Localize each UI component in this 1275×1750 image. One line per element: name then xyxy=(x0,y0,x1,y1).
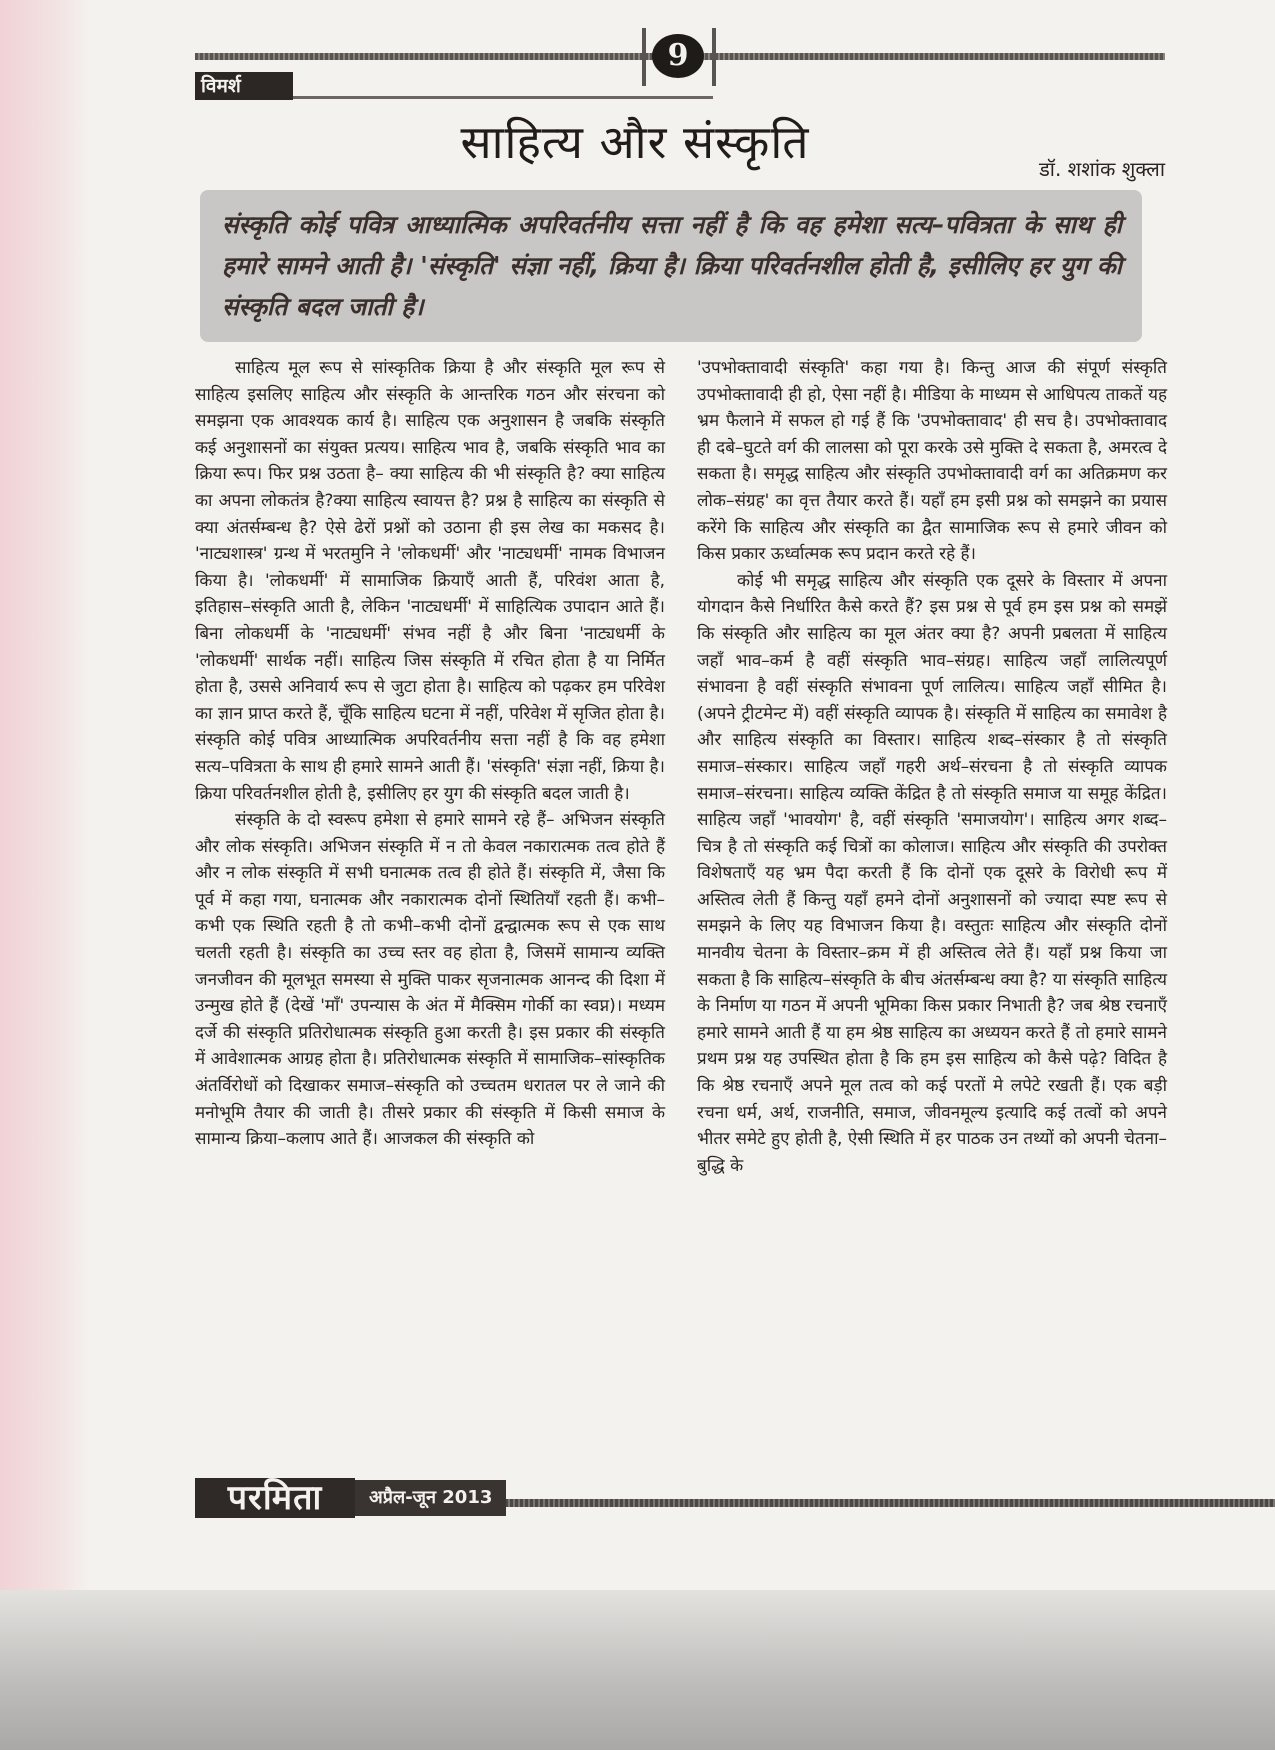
section-rule xyxy=(293,96,713,99)
section-label: विमर्श xyxy=(195,72,293,100)
scan-bottom-shadow xyxy=(0,1590,1275,1750)
page-edge-left xyxy=(0,0,90,1750)
magazine-logo: परमिता xyxy=(195,1478,355,1518)
article-title: साहित्य और संस्कृति xyxy=(460,115,810,169)
body-column-left xyxy=(195,355,665,1153)
issue-date: अप्रैल-जून 2013 xyxy=(355,1480,506,1516)
page-number-badge xyxy=(642,34,716,80)
paragraph: 'उपभोक्तावादी संस्कृति' कहा गया है। किन्तु आज की संपूर्ण संस्कृति उपभोक्तावादी ही हो, ऐसा नहीं है। मीडिया के माध्यम से आधिपत्य ताकतें यह भ्रम फैलाने में सफल हो गई हैं कि 'उपभोक्तावाद' ही सच है। उपभोक्तावाद ही दबे–घुटते वर्ग की लालसा को पूरा करके उसे मुक्ति दे सकता है, अमरत्व दे सकता है। समृद्ध साहित्य और संस्कृति उपभोक्तावादी वर्ग का अतिक्रमण कर लोक–संग्रह' का वृत्त तैयार करते हैं। यहाँ हम इसी प्रश्न को समझने का प्रयास करेंगे कि साहित्य और संस्कृति का द्वैत सामाजिक रूप से हमारे जीवन को किस प्रकार ऊर्ध्वात्मक रूप प्रदान करते रहे हैं। xyxy=(697,358,1167,565)
pull-quote-box xyxy=(200,190,1142,342)
article-author: डॉ. शशांक शुक्ला xyxy=(1039,157,1165,181)
paragraph: कोई भी समृद्ध साहित्य और संस्कृति एक दूसरे के विस्तार में अपना योगदान कैसे निर्धारित कैसे करते हैं? इस प्रश्न से पूर्व हम इस प्रश्न को समझें कि संस्कृति और साहित्य का मूल अंतर क्या है? अपनी प्रबलता में साहित्य जहाँ भाव–कर्म है वहीं संस्कृति भाव–संग्रह। साहित्य जहाँ लालित्यपूर्ण संभावना है वहीं संस्कृति संभावना पूर्ण लालित्य। साहित्य जहाँ सीमित है। (अपने ट्रीटमेन्ट में) वहीं संस्कृति व्यापक है। संस्कृति में साहित्य का समावेश है और साहित्य संस्कृति का विस्तार। साहित्य शब्द–संस्कार है तो संस्कृति समाज–संस्कार। साहित्य जहाँ गहरी अर्थ–संरचना है तो संस्कृति व्यापक समाज–संरचना। साहित्य व्यक्ति केंद्रित है तो संस्कृति समाज या समूह केंद्रित। साहित्य जहाँ 'भावयोग' है, वहीं संस्कृति 'समाजयोग'। साहित्य अगर शब्द–चित्र है तो संस्कृति कई चित्रों का कोलाज। साहित्य और संस्कृति की उपरोक्त विशेषताएँ यह भ्रम पैदा करती हैं कि दोनों एक दूसरे के विरोधी रूप में अस्तित्व लेती हैं किन्तु यहाँ हमने दोनों अनुशासनों को ज्यादा स्पष्ट रूप से समझने के लिए यह विभाजन किया है। वस्तुतः साहित्य और संस्कृति दोनों मानवीय चेतना के विस्तार–क्रम में ही अस्तित्व लेते हैं। यहाँ प्रश्न किया जा सकता है कि साहित्य–संस्कृति के बीच अंतर्सम्बन्ध क्या है? या संस्कृति साहित्य के निर्माण या गठन में अपनी भूमिका किस प्रकार निभाती है? जब श्रेष्ठ रचनाएँ हमारे सामने आती हैं या हम श्रेष्ठ साहित्य का अध्ययन करते हैं तो हमारे सामने प्रथम प्रश्न यह उपस्थित होता है कि हम इस साहित्य को कैसे पढ़े? विदित है कि श्रेष्ठ रचनाएँ अपने मूल तत्व को कई परतों मे लपेटे रखती हैं। एक बड़ी रचना धर्म, अर्थ, राजनीति, समाज, जीवनमूल्य इत्यादि कई तत्वों को अपने भीतर समेटे हुए होती है, ऐसी स्थिति में हर पाठक उन तथ्यों को अपनी चेतना–बुद्धि के xyxy=(697,570,1168,1176)
paragraph: संस्कृति के दो स्वरूप हमेशा से हमारे सामने रहे हैं– अभिजन संस्कृति और लोक संस्कृति। अभिजन संस्कृति में न तो केवल नकारात्मक तत्व होते हैं और न लोक संस्कृति में सभी घनात्मक तत्व ही होते हैं। संस्कृति में, जैसा कि पूर्व में कहा गया, घनात्मक और नकारात्मक दोनों स्थितियाँ रहती हैं। कभी–कभी एक स्थिति रहती है तो कभी–कभी दोनों द्वन्द्वात्मक रूप से एक साथ चलती रहती है। संस्कृति का उच्च स्तर वह होता है, जिसमें सामान्य व्यक्ति जनजीवन की मूलभूत समस्या से मुक्ति पाकर सृजनात्मक आनन्द की दिशा में उन्मुख होते हैं (देखें 'माँ' उपन्यास के अंत में मैक्सिम गोर्की का स्वप्न)। मध्यम दर्जे की संस्कृति प्रतिरोधात्मक संस्कृति हुआ करती है। इस प्रकार की संस्कृति में आवेशात्मक आग्रह होता है। प्रतिरोधात्मक संस्कृति में सामाजिक–सांस्कृतिक अंतर्विरोधों को दिखाकर समाज–संस्कृति को उच्चतम धरातल पर ले जाने की मनोभूमि तैयार की जाती है। तीसरे प्रकार की संस्कृति में किसी समाज के सामान्य क्रिया–कलाप आते हैं। आजकल की संस्कृति को xyxy=(195,810,665,1150)
page-number: 9 xyxy=(652,34,704,78)
paragraph: साहित्य मूल रूप से सांस्कृतिक क्रिया है और संस्कृति मूल रूप से साहित्य इसलिए साहित्य और संस्कृति के आन्तरिक गठन और संरचना को समझना एक आवश्यक कार्य है। साहित्य एक अनुशासन है जबकि संस्कृति कई अनुशासनों का संयुक्त प्रत्यय। साहित्य भाव है, जबकि संस्कृति भाव का क्रिया रूप। फिर प्रश्न उठता है– क्या साहित्य की भी संस्कृति है? क्या साहित्य का अपना लोकतंत्र है?क्या साहित्य स्वायत्त है? प्रश्न है साहित्य का संस्कृति से क्या अंतर्सम्बन्ध है? ऐसे ढेरों प्रश्नों को उठाना ही इस लेख का मकसद है। 'नाट्यशास्त्र' ग्रन्थ में भरतमुनि ने 'लोकधर्मी' और 'नाट्यधर्मी' नामक विभाजन किया है। 'लोकधर्मी' में सामाजिक क्रियाएँ आती हैं, परिवंश आता है, इतिहास–संस्कृति आती है, लेकिन 'नाट्यधर्मी' में साहित्यिक उपादान आते हैं। बिना लोकधर्मी के 'नाट्यधर्मी' संभव नहीं है और बिना 'नाट्यधर्मी के 'लोकधर्मी' सार्थक नहीं। साहित्य जिस संस्कृति में रचित होता है या निर्मित होता है, उससे अनिवार्य रूप से जुटा होता है। साहित्य को पढ़कर हम परिवेश का ज्ञान प्राप्त करते हैं, चूँकि साहित्य घटना में नहीं, परिवेश में सृजित होता है। संस्कृति कोई पवित्र आध्यात्मिक अपरिवर्तनीय सत्ता नहीं है कि वह हमेशा सत्य–पवित्रता के साथ ही हमारे सामने आती हैं। 'संस्कृति' संज्ञा नहीं, क्रिया है। क्रिया परिवर्तनशील होती है, इसीलिए हर युग की संस्कृति बदल जाती है। xyxy=(195,358,665,804)
pull-quote-text: संस्कृति कोई पवित्र आध्यात्मिक अपरिवर्तनीय सत्ता नहीं है कि वह हमेशा सत्य–पवित्रता के साथ ही हमारे सामने आती है। 'संस्कृति' संज्ञा नहीं, क्रिया है। क्रिया परिवर्तनशील होती है, इसीलिए हर युग की संस्कृति बदल जाती है। xyxy=(222,210,1122,321)
body-column-right xyxy=(697,355,1167,1179)
